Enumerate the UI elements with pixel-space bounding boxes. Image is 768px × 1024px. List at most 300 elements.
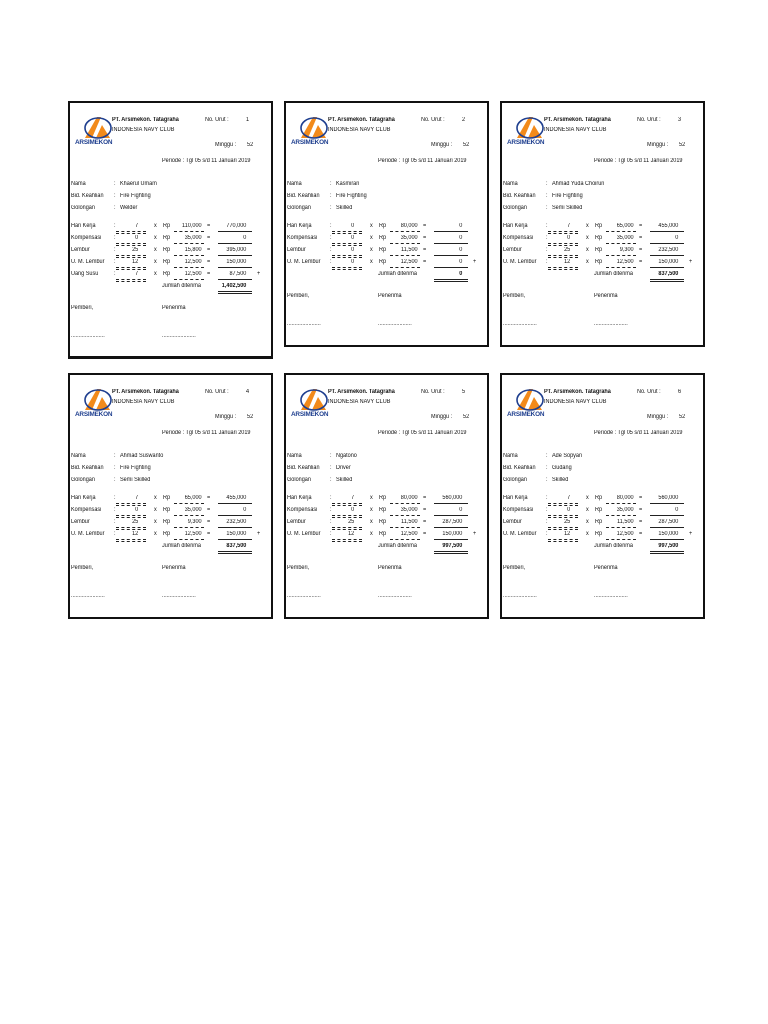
pemberi-label: Pemberi,	[71, 565, 94, 571]
times-sign: x	[370, 531, 373, 537]
golongan-label: Golongan	[503, 477, 527, 483]
row-amount: 0	[459, 223, 463, 229]
row-amount: 0	[459, 235, 463, 241]
colon: :	[330, 477, 332, 483]
rate-underline	[174, 243, 204, 244]
colon: :	[330, 181, 332, 187]
row-qty: 25	[348, 519, 355, 525]
logo-mark-icon	[515, 115, 545, 139]
times-sign: x	[154, 259, 157, 265]
rp-label: Rp	[595, 531, 603, 537]
row-amount: 232,500	[658, 247, 679, 253]
colon: :	[114, 223, 116, 229]
employee-name: Ngatono	[336, 453, 357, 459]
row-rate: 9,300	[619, 247, 634, 253]
penerima-signature: ......................	[594, 593, 628, 599]
plus-sign: +	[473, 531, 477, 537]
periode: Periode : Tgl 05 s/d 11 Januari 2019	[162, 158, 251, 164]
penerima-label: Penerima	[594, 565, 618, 571]
rate-underline	[390, 503, 420, 504]
times-sign: x	[154, 235, 157, 241]
qty-underline	[548, 517, 578, 518]
total-underline	[218, 551, 252, 552]
nama-label: Nama	[287, 453, 302, 459]
qty-underline	[548, 231, 578, 232]
rate-underline	[390, 515, 420, 516]
golongan-label: Golongan	[71, 477, 95, 483]
company-name: PT. Arsimekon. Tatagraha	[328, 117, 395, 123]
row-amount: 150,000	[442, 531, 463, 537]
colon: :	[330, 465, 332, 471]
rate-underline	[606, 527, 636, 528]
row-amount: 560,000	[442, 495, 463, 501]
equals-sign: =	[639, 235, 643, 241]
amount-underline	[218, 267, 252, 268]
colon: :	[330, 519, 332, 525]
club-name: INDONESIA NAVY CLUB	[328, 399, 391, 405]
minggu-label: Minggu :	[647, 414, 669, 420]
rate-underline	[606, 255, 636, 256]
times-sign: x	[370, 519, 373, 525]
rate-underline	[606, 503, 636, 504]
qty-underline	[332, 245, 362, 246]
rp-label: Rp	[379, 235, 387, 241]
times-sign: x	[370, 223, 373, 229]
row-amount: 455,000	[658, 223, 679, 229]
equals-sign: =	[207, 531, 211, 537]
bidang-label: Bid. Keahlian	[71, 465, 104, 471]
rp-label: Rp	[163, 247, 171, 253]
row-label: Lembur	[503, 247, 522, 253]
amount-underline	[650, 267, 684, 268]
total-underline	[434, 279, 468, 280]
row-rate: 12,500	[616, 259, 634, 265]
logo-mark-icon	[299, 115, 329, 139]
rp-label: Rp	[379, 507, 387, 513]
amount-underline	[650, 503, 684, 504]
colon: :	[114, 477, 116, 483]
row-label: U. M. Lembur	[287, 531, 321, 537]
employee-golongan: Skilled	[336, 477, 353, 483]
employee-bidang: Fire Fighting	[120, 193, 151, 199]
equals-sign: =	[423, 531, 427, 537]
colon: :	[546, 235, 548, 241]
times-sign: x	[586, 495, 589, 501]
qty-underline	[116, 505, 146, 506]
row-qty: 0	[135, 235, 139, 241]
row-label: Kompensasi	[503, 507, 534, 513]
logo-text: ARSIMEKON	[75, 139, 113, 146]
plus-sign: +	[689, 531, 693, 537]
rp-label: Rp	[379, 495, 387, 501]
rate-underline	[606, 267, 636, 268]
times-sign: x	[154, 223, 157, 229]
row-amount: 150,000	[658, 531, 679, 537]
times-sign: x	[586, 519, 589, 525]
employee-name: Ade Sopyan	[552, 453, 583, 459]
row-label: Hari Kerja	[71, 223, 96, 229]
times-sign: x	[586, 235, 589, 241]
rate-underline	[174, 503, 204, 504]
qty-underline	[116, 539, 146, 540]
times-sign: x	[154, 507, 157, 513]
qty-underline	[332, 233, 362, 234]
no-urut-label: No. Urut :	[637, 117, 661, 123]
minggu-value: 52	[679, 142, 686, 148]
total-underline	[218, 291, 252, 292]
equals-sign: =	[423, 223, 427, 229]
amount-underline	[434, 243, 468, 244]
qty-underline	[332, 515, 362, 516]
penerima-signature: ......................	[594, 321, 628, 327]
times-sign: x	[154, 519, 157, 525]
qty-underline	[548, 257, 578, 258]
no-urut-value: 3	[678, 117, 682, 123]
rate-underline	[390, 539, 420, 540]
penerima-label: Penerima	[378, 565, 402, 571]
nama-label: Nama	[503, 453, 518, 459]
amount-underline	[650, 243, 684, 244]
rate-underline	[390, 527, 420, 528]
logo-text: ARSIMEKON	[291, 139, 329, 146]
row-amount: 455,000	[226, 495, 247, 501]
total-underline	[218, 293, 252, 294]
plus-sign: +	[257, 531, 261, 537]
equals-sign: =	[639, 259, 643, 265]
row-qty: 7	[351, 495, 355, 501]
row-qty: 25	[132, 519, 139, 525]
employee-name: Kasmiran	[336, 181, 360, 187]
times-sign: x	[154, 271, 157, 277]
times-sign: x	[586, 531, 589, 537]
row-rate: 35,000	[616, 507, 634, 513]
row-label: Hari Kerja	[287, 223, 312, 229]
equals-sign: =	[423, 235, 427, 241]
plus-sign: +	[689, 259, 693, 265]
club-name: INDONESIA NAVY CLUB	[112, 399, 175, 405]
logo-mark-icon	[299, 387, 329, 411]
amount-underline	[434, 539, 468, 540]
company-name: PT. Arsimekon. Tatagraha	[544, 389, 611, 395]
colon: :	[330, 223, 332, 229]
qty-underline	[548, 515, 578, 516]
employee-bidang: Gudang	[552, 465, 572, 471]
pemberi-label: Pemberi,	[503, 293, 526, 299]
rp-label: Rp	[595, 507, 603, 513]
equals-sign: =	[639, 223, 643, 229]
row-rate: 12,500	[616, 531, 634, 537]
rate-underline	[390, 243, 420, 244]
rp-label: Rp	[163, 519, 171, 525]
rp-label: Rp	[379, 247, 387, 253]
qty-underline	[548, 243, 578, 244]
club-name: INDONESIA NAVY CLUB	[544, 127, 607, 133]
jumlah-label: Jumlah diterima	[594, 543, 633, 549]
payslip	[284, 101, 489, 347]
colon: :	[114, 453, 116, 459]
club-name: INDONESIA NAVY CLUB	[112, 127, 175, 133]
minggu-value: 52	[463, 142, 470, 148]
qty-underline	[116, 255, 146, 256]
row-rate: 11,500	[401, 519, 418, 525]
amount-underline	[218, 539, 252, 540]
penerima-label: Penerima	[378, 293, 402, 299]
row-label: Kompensasi	[71, 235, 102, 241]
total-underline	[650, 281, 684, 282]
row-label: U. M. Lembur	[287, 259, 321, 265]
penerima-signature: ......................	[378, 593, 412, 599]
times-sign: x	[370, 247, 373, 253]
amount-underline	[650, 231, 684, 232]
periode: Periode : Tgl 05 s/d 11 Januari 2019	[378, 158, 467, 164]
times-sign: x	[586, 259, 589, 265]
qty-underline	[548, 267, 578, 268]
rate-underline	[174, 255, 204, 256]
nama-label: Nama	[71, 181, 86, 187]
amount-underline	[434, 527, 468, 528]
payslip	[68, 101, 273, 359]
equals-sign: =	[423, 507, 427, 513]
row-amount: 0	[459, 259, 463, 265]
qty-underline	[116, 233, 146, 234]
rp-label: Rp	[163, 507, 171, 513]
periode: Periode : Tgl 05 s/d 11 Januari 2019	[594, 158, 683, 164]
employee-name: Ahmad Suswanto	[120, 453, 164, 459]
row-qty: 0	[351, 259, 355, 265]
row-label: Lembur	[287, 519, 306, 525]
row-rate: 12,500	[400, 259, 418, 265]
row-amount: 287,500	[442, 519, 463, 525]
minggu-value: 52	[247, 414, 254, 420]
qty-underline	[116, 231, 146, 232]
row-label: U. M. Lembur	[71, 531, 105, 537]
row-qty: 12	[564, 259, 571, 265]
employee-golongan: Semi Skilled	[552, 205, 583, 211]
colon: :	[546, 507, 548, 513]
company-name: PT. Arsimekon. Tatagraha	[112, 117, 179, 123]
qty-underline	[332, 527, 362, 528]
row-rate: 110,000	[182, 223, 202, 229]
equals-sign: =	[639, 531, 643, 537]
rate-underline	[606, 231, 636, 232]
employee-name: Ahmad Yuda Choirun	[552, 181, 605, 187]
colon: :	[330, 247, 332, 253]
rp-label: Rp	[595, 519, 603, 525]
equals-sign: =	[423, 247, 427, 253]
pemberi-label: Pemberi,	[503, 565, 526, 571]
row-amount: 0	[243, 235, 247, 241]
rp-label: Rp	[163, 235, 171, 241]
qty-underline	[548, 503, 578, 504]
no-urut-value: 2	[462, 117, 466, 123]
row-rate: 35,000	[400, 235, 418, 241]
row-rate: 15,800	[184, 247, 202, 253]
penerima-signature: ......................	[378, 321, 412, 327]
pemberi-label: Pemberi,	[71, 305, 94, 311]
row-amount: 150,000	[226, 259, 247, 265]
logo-mark-icon	[83, 115, 113, 139]
colon: :	[546, 465, 548, 471]
equals-sign: =	[207, 507, 211, 513]
row-label: Hari Kerja	[71, 495, 96, 501]
qty-underline	[548, 245, 578, 246]
row-label: Kompensasi	[287, 235, 318, 241]
total-underline	[650, 279, 684, 280]
equals-sign: =	[423, 495, 427, 501]
rp-label: Rp	[595, 247, 603, 253]
total-amount: 997,500	[442, 543, 463, 549]
colon: :	[546, 477, 548, 483]
equals-sign: =	[639, 495, 643, 501]
qty-underline	[116, 269, 146, 270]
pemberi-label: Pemberi,	[287, 565, 310, 571]
row-label: U. M. Lembur	[503, 531, 537, 537]
row-label: Kompensasi	[71, 507, 102, 513]
row-label: Lembur	[71, 247, 90, 253]
row-amount: 287,500	[658, 519, 679, 525]
equals-sign: =	[423, 519, 427, 525]
qty-underline	[116, 279, 146, 280]
minggu-label: Minggu :	[647, 142, 669, 148]
row-qty: 7	[567, 223, 571, 229]
employee-golongan: Welder	[120, 205, 138, 211]
colon: :	[114, 193, 116, 199]
payslip	[500, 101, 705, 347]
total-underline	[650, 551, 684, 552]
colon: :	[330, 193, 332, 199]
penerima-label: Penerima	[162, 565, 186, 571]
employee-golongan: Skilled	[336, 205, 353, 211]
qty-underline	[332, 503, 362, 504]
nama-label: Nama	[287, 181, 302, 187]
colon: :	[546, 259, 548, 265]
total-amount: 1,402,500	[221, 283, 247, 289]
rate-underline	[174, 539, 204, 540]
colon: :	[546, 531, 548, 537]
qty-underline	[116, 527, 146, 528]
rate-underline	[606, 515, 636, 516]
company-name: PT. Arsimekon. Tatagraha	[112, 389, 179, 395]
colon: :	[114, 495, 116, 501]
colon: :	[330, 531, 332, 537]
times-sign: x	[370, 495, 373, 501]
colon: :	[114, 205, 116, 211]
row-rate: 35,000	[400, 507, 418, 513]
rate-underline	[390, 255, 420, 256]
minggu-label: Minggu :	[215, 414, 237, 420]
row-rate: 80,000	[616, 495, 634, 501]
minggu-label: Minggu :	[215, 142, 237, 148]
rp-label: Rp	[379, 259, 387, 265]
logo-mark-icon	[515, 387, 545, 411]
rate-underline	[606, 539, 636, 540]
minggu-label: Minggu :	[431, 142, 453, 148]
periode: Periode : Tgl 05 s/d 11 Januari 2019	[162, 430, 251, 436]
penerima-label: Penerima	[162, 305, 186, 311]
no-urut-value: 1	[246, 117, 250, 123]
pemberi-signature: ......................	[503, 321, 537, 327]
logo-text: ARSIMEKON	[291, 411, 329, 418]
qty-underline	[116, 503, 146, 504]
qty-underline	[116, 515, 146, 516]
row-rate: 80,000	[400, 223, 418, 229]
amount-underline	[650, 515, 684, 516]
row-rate: 11,500	[401, 247, 418, 253]
no-urut-label: No. Urut :	[421, 117, 445, 123]
qty-underline	[332, 541, 362, 542]
colon: :	[546, 519, 548, 525]
rp-label: Rp	[163, 531, 171, 537]
rp-label: Rp	[595, 495, 603, 501]
qty-underline	[332, 257, 362, 258]
equals-sign: =	[207, 495, 211, 501]
qty-underline	[116, 517, 146, 518]
equals-sign: =	[207, 235, 211, 241]
rate-underline	[390, 267, 420, 268]
row-label: U. M. Lembur	[503, 259, 537, 265]
pemberi-label: Pemberi,	[287, 293, 310, 299]
rate-underline	[174, 527, 204, 528]
equals-sign: =	[207, 259, 211, 265]
nama-label: Nama	[503, 181, 518, 187]
plus-sign: +	[473, 259, 477, 265]
row-amount: 0	[675, 235, 679, 241]
row-label: Hari Kerja	[503, 223, 528, 229]
amount-underline	[434, 231, 468, 232]
row-qty: 12	[564, 531, 571, 537]
row-rate: 12,500	[400, 531, 418, 537]
row-amount: 0	[243, 507, 247, 513]
equals-sign: =	[207, 223, 211, 229]
no-urut-value: 4	[246, 389, 250, 395]
logo-text: ARSIMEKON	[507, 411, 545, 418]
golongan-label: Golongan	[287, 477, 311, 483]
row-label: Lembur	[287, 247, 306, 253]
rp-label: Rp	[379, 519, 387, 525]
periode: Periode : Tgl 05 s/d 11 Januari 2019	[378, 430, 467, 436]
colon: :	[114, 531, 116, 537]
colon: :	[546, 205, 548, 211]
equals-sign: =	[639, 507, 643, 513]
amount-underline	[218, 515, 252, 516]
rp-label: Rp	[163, 259, 171, 265]
row-qty: 7	[135, 495, 139, 501]
row-qty: 12	[132, 259, 139, 265]
rate-underline	[174, 515, 204, 516]
qty-underline	[332, 517, 362, 518]
rp-label: Rp	[379, 531, 387, 537]
times-sign: x	[154, 495, 157, 501]
qty-underline	[116, 529, 146, 530]
no-urut-value: 6	[678, 389, 682, 395]
colon: :	[114, 259, 116, 265]
amount-underline	[434, 503, 468, 504]
qty-underline	[548, 269, 578, 270]
colon: :	[114, 247, 116, 253]
amount-underline	[650, 539, 684, 540]
pemberi-signature: ......................	[287, 593, 321, 599]
golongan-label: Golongan	[503, 205, 527, 211]
no-urut-label: No. Urut :	[637, 389, 661, 395]
row-label: Lembur	[503, 519, 522, 525]
row-amount: 770,000	[226, 223, 247, 229]
row-amount: 0	[459, 507, 463, 513]
bidang-label: Bid. Keahlian	[503, 193, 536, 199]
row-amount: 560,000	[658, 495, 679, 501]
no-urut-label: No. Urut :	[205, 389, 229, 395]
golongan-label: Golongan	[287, 205, 311, 211]
qty-underline	[332, 267, 362, 268]
